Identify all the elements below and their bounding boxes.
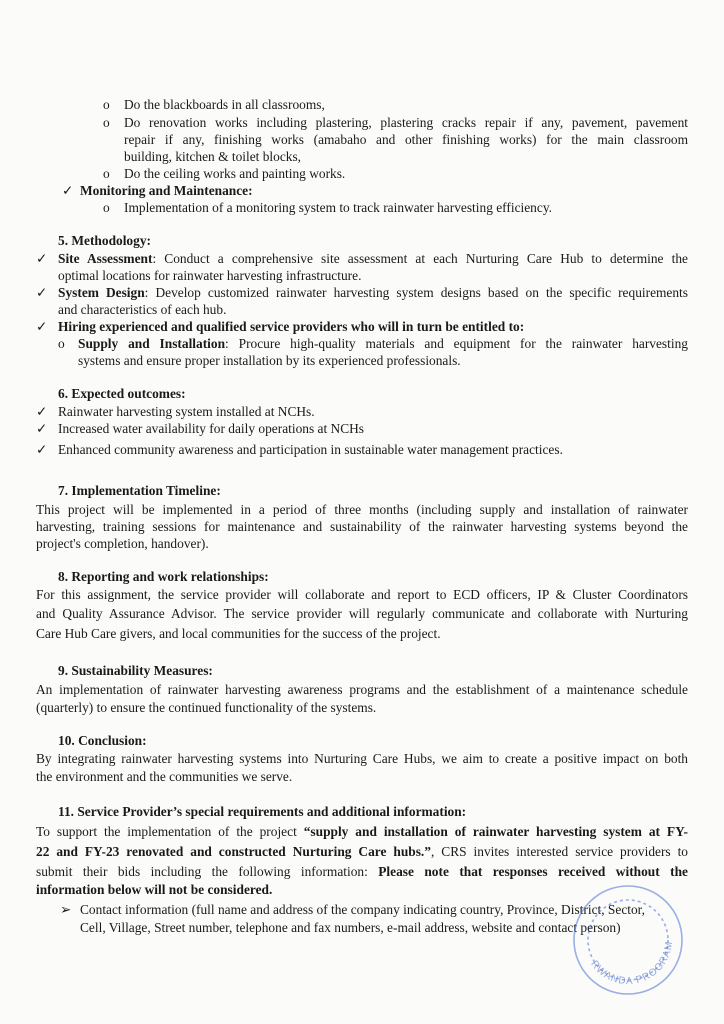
list-item: Hiring experienced and qualified service providers who will in turn be entitled to: <box>58 319 525 334</box>
organization-stamp <box>568 880 688 1000</box>
paragraph-line: project's completion, handover). <box>36 536 209 551</box>
paragraph-line: harvesting, training sessions for maintenance and sustainability of the rainwater harvesting systems beyond the <box>36 519 688 534</box>
arrow-bullet-icon: ➢ <box>60 902 72 917</box>
section-heading: 7. Implementation Timeline: <box>58 483 221 498</box>
circle-bullet-icon: o <box>103 97 110 112</box>
list-item: Increased water availability for daily operations at NCHs <box>58 421 365 436</box>
section-heading: 6. Expected outcomes: <box>58 386 186 401</box>
section-heading: 11. Service Provider’s special requirements and additional information: <box>58 804 467 819</box>
circle-bullet-icon: o <box>103 200 110 215</box>
list-item-continuation: repair if any, finishing works (amabaho and other finishing works) for the main classroom <box>124 132 688 147</box>
list-item: Do the blackboards in all classrooms, <box>124 97 325 112</box>
list-item-continuation: systems and ensure proper installation by its experienced professionals. <box>78 353 461 368</box>
list-item: Do renovation works including plastering, plastering cracks repair if any, pavement, pavement <box>124 115 688 130</box>
paragraph-line: For this assignment, the service provider will collaborate and report to ECD officers, IP & Cluster Coordinators <box>36 587 688 602</box>
circle-bullet-icon: o <box>103 115 110 130</box>
paragraph-line: To support the implementation of the project “supply and installation of rainwater harvesting system at FY- <box>36 824 688 839</box>
checkmark-icon: ✓ <box>36 421 48 436</box>
paragraph-line: An implementation of rainwater harvesting awareness programs and the establishment of a maintenance schedule <box>36 682 688 697</box>
paragraph-line: 22 and FY-23 renovated and constructed Nurturing Care hubs.”, CRS invites interested service providers to <box>36 844 688 859</box>
paragraph-line: (quarterly) to ensure the continued functionality of the systems. <box>36 700 377 715</box>
checkmark-icon: ✓ <box>36 404 48 419</box>
checkmark-icon: ✓ <box>36 442 48 457</box>
list-item: Site Assessment: Conduct a comprehensive site assessment at each Nurturing Care Hub to determine the <box>58 251 688 266</box>
paragraph-line: information below will not be considered. <box>36 882 273 897</box>
paragraph-line: the environment and the communities we serve. <box>36 769 293 784</box>
list-item: Enhanced community awareness and participation in sustainable water management practices. <box>58 442 563 457</box>
paragraph-line: This project will be implemented in a period of three months (including supply and installation of rainwater <box>36 502 688 517</box>
list-item: Rainwater harvesting system installed at NCHs. <box>58 404 315 419</box>
paragraph-line: and Quality Assurance Advisor. The service provider will regularly communicate and collaborate with Nurturing <box>36 606 688 621</box>
list-item: Supply and Installation: Procure high-quality materials and equipment for the rainwater harvesting <box>78 336 688 351</box>
list-item: Contact information (full name and address of the company indicating country, Province, District, Sector, <box>80 902 645 917</box>
stamp-text: RWANDA PROGRAM <box>588 940 676 988</box>
list-item: Do the ceiling works and painting works. <box>124 166 346 181</box>
list-item-continuation: Cell, Village, Street number, telephone and fax numbers, e-mail address, website and contact person) <box>80 920 621 935</box>
section-heading: 9. Sustainability Measures: <box>58 663 213 678</box>
checkmark-icon: ✓ <box>62 183 74 198</box>
section-heading: 8. Reporting and work relationships: <box>58 569 269 584</box>
circle-bullet-icon: o <box>103 166 110 181</box>
subheading-monitoring: Monitoring and Maintenance: <box>80 183 253 198</box>
checkmark-icon: ✓ <box>36 285 48 300</box>
section-heading: 5. Methodology: <box>58 233 151 248</box>
checkmark-icon: ✓ <box>36 251 48 266</box>
checkmark-icon: ✓ <box>36 319 48 334</box>
paragraph-line: Care Hub Care givers, and local communities for the success of the project. <box>36 626 441 641</box>
paragraph-line: By integrating rainwater harvesting systems into Nurturing Care Hubs, we aim to create a positive impact on both <box>36 751 688 766</box>
paragraph-line: submit their bids including the following information: Please note that responses received without the <box>36 864 688 879</box>
list-item-continuation: optimal locations for rainwater harvesting infrastructure. <box>58 268 362 283</box>
list-item: Implementation of a monitoring system to track rainwater harvesting efficiency. <box>124 200 552 215</box>
circle-bullet-icon: o <box>58 336 65 351</box>
section-heading: 10. Conclusion: <box>58 733 147 748</box>
list-item-continuation: and characteristics of each hub. <box>58 302 227 317</box>
list-item-continuation: building, kitchen & toilet blocks, <box>124 149 302 164</box>
list-item: System Design: Develop customized rainwater harvesting system designs based on the specific requirements <box>58 285 688 300</box>
